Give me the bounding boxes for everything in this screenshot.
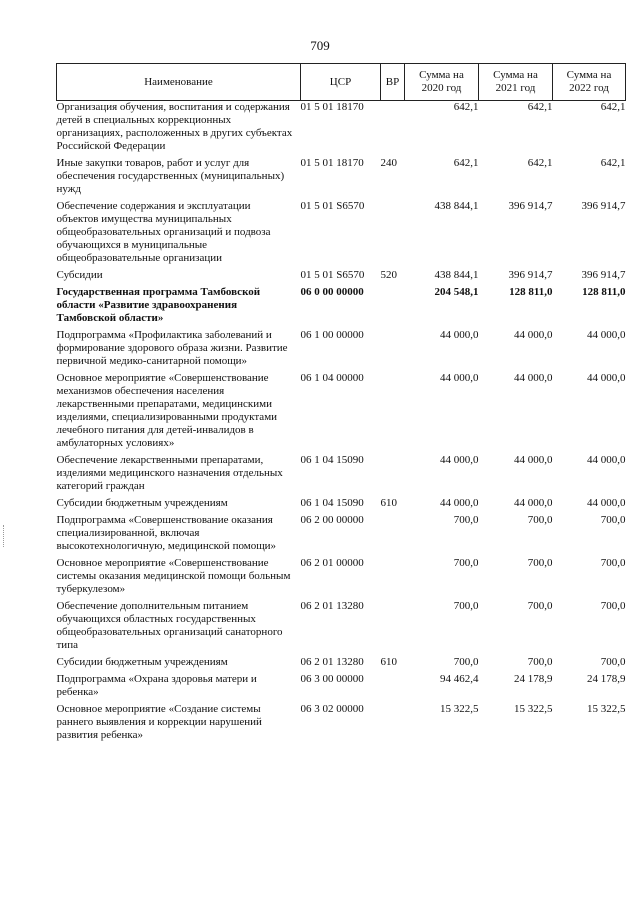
table-row [57,497,626,514]
row-name: Обеспечение содержания и эксплуатации объектов имущества муниципальных общеобразовательных организаций и подвоза обучающихся в муниципальные общеобразовательные организации [56,200,271,264]
row-vr [381,514,405,557]
row-sum-2021: 44 000,0 [514,454,553,466]
row-vr [381,673,405,703]
row-sum-2021: 396 914,7 [508,200,553,212]
row-sum-2020: 642,1 [453,101,479,113]
header-2022: Сумма на 2022 год [553,64,626,101]
row-vr [381,329,405,372]
row-sum-2022: 128 811,0 [582,286,626,298]
table-row [57,514,626,557]
row-name: Обеспечение лекарственными препаратами, изделиями медицинского назначения отдельных категорий граждан [56,454,283,492]
row-csr: 06 2 00 00000 [300,514,364,526]
row-csr: 06 0 00 00000 [300,286,364,298]
row-sum-2022: 700,0 [600,514,626,526]
row-vr [381,703,405,746]
row-csr: 06 3 02 00000 [300,703,364,715]
row-sum-2020: 204 548,1 [434,286,479,298]
row-sum-2022: 642,1 [600,157,626,169]
row-sum-2021: 15 322,5 [514,703,553,715]
header-name: Наименование [57,64,301,101]
table-row [57,329,626,372]
header-2020: Сумма на 2020 год [405,64,479,101]
row-csr: 06 1 04 15090 [300,497,364,509]
table-row [57,703,626,746]
row-sum-2020: 15 322,5 [440,703,479,715]
row-sum-2022: 700,0 [600,656,626,668]
row-sum-2020: 44 000,0 [440,372,479,384]
row-sum-2020: 44 000,0 [440,497,479,509]
row-sum-2022: 396 914,7 [581,269,626,281]
row-name: Субсидии бюджетным учреждениям [56,656,228,668]
row-sum-2020: 44 000,0 [440,329,479,341]
row-vr [381,454,405,497]
row-sum-2022: 24 178,9 [587,673,626,685]
row-csr: 06 1 04 15090 [300,454,364,466]
row-name: Организация обучения, воспитания и содержания детей в специальных коррекционных организациях, расположенных в других субъектах Российской Федерации [56,101,293,152]
row-vr [381,372,405,454]
header-vr: ВР [381,64,405,101]
row-vr [381,101,405,158]
row-sum-2021: 700,0 [527,514,553,526]
row-vr: 610 [380,497,397,509]
row-sum-2022: 44 000,0 [587,454,626,466]
table-row [57,157,626,200]
row-name: Основное мероприятие «Совершенствование механизмов обеспечения населения лекарственными препаратами, медицинскими изделиями, специализированными продуктами лечебного питания для детей-инвалидов в амбулаторных условиях» [56,372,278,449]
row-sum-2022: 700,0 [600,600,626,612]
row-name: Обеспечение дополнительным питанием обучающихся областных государственных общеобразовательных организаций санаторного типа [56,600,283,651]
budget-table [56,63,626,746]
row-name: Подпрограмма «Профилактика заболеваний и формирование здорового образа жизни. Развитие первичной медико-санитарной помощи» [56,329,288,367]
row-sum-2021: 700,0 [527,656,553,668]
row-sum-2021: 700,0 [527,557,553,569]
row-csr: 06 1 00 00000 [300,329,364,341]
table-row [57,286,626,329]
row-sum-2020: 44 000,0 [440,454,479,466]
table-row [57,600,626,656]
row-sum-2022: 642,1 [600,101,626,113]
row-sum-2021: 128 811,0 [509,286,553,298]
row-sum-2022: 396 914,7 [581,200,626,212]
row-sum-2022: 15 322,5 [587,703,626,715]
row-sum-2020: 94 462,4 [440,673,479,685]
row-name: Государственная программа Тамбовской области «Развитие здравоохранения Тамбовской области» [56,286,261,324]
table-header [57,64,626,101]
row-vr [381,557,405,600]
table-body [57,101,626,747]
row-csr: 01 5 01 18170 [300,101,364,113]
row-sum-2020: 438 844,1 [434,200,479,212]
row-name: Основное мероприятие «Совершенствование системы оказания медицинской помощи больным туберкулезом» [56,557,291,595]
row-name: Подпрограмма «Совершенствование оказания специализированной, включая высокотехнологичную, медицинской помощи» [56,514,277,552]
scan-artifact [3,525,6,547]
row-name: Субсидии бюджетным учреждениям [56,497,228,509]
row-csr: 06 3 00 00000 [300,673,364,685]
row-sum-2021: 44 000,0 [514,497,553,509]
row-vr [381,200,405,269]
table-row [57,372,626,454]
row-vr [381,286,405,329]
row-sum-2021: 396 914,7 [508,269,553,281]
table-row [57,656,626,673]
table-row [57,269,626,286]
row-csr: 01 5 01 S6570 [300,269,365,281]
row-sum-2021: 24 178,9 [514,673,553,685]
row-vr: 520 [380,269,397,281]
table-row [57,101,626,158]
table-row [57,673,626,703]
row-sum-2022: 700,0 [600,557,626,569]
row-sum-2022: 44 000,0 [587,329,626,341]
row-sum-2021: 700,0 [527,600,553,612]
row-name: Иные закупки товаров, работ и услуг для обеспечения государственных (муниципальных) нужд [56,157,285,195]
row-csr: 06 2 01 13280 [300,656,364,668]
row-vr [381,600,405,656]
row-sum-2021: 642,1 [527,101,553,113]
row-sum-2020: 642,1 [453,157,479,169]
row-csr: 06 2 01 13280 [300,600,364,612]
row-sum-2022: 44 000,0 [587,497,626,509]
page-number: 709 [310,38,330,53]
table-row [57,557,626,600]
row-sum-2021: 44 000,0 [514,329,553,341]
row-sum-2020: 700,0 [453,600,479,612]
row-sum-2020: 700,0 [453,514,479,526]
table-row [57,454,626,497]
row-sum-2020: 700,0 [453,557,479,569]
row-sum-2022: 44 000,0 [587,372,626,384]
header-2021: Сумма на 2021 год [479,64,553,101]
row-sum-2020: 438 844,1 [434,269,479,281]
header-csr: ЦСР [301,64,381,101]
table-row [57,200,626,269]
row-name: Подпрограмма «Охрана здоровья матери и ребенка» [56,673,257,698]
row-csr: 06 2 01 00000 [300,557,364,569]
row-sum-2021: 642,1 [527,157,553,169]
row-csr: 01 5 01 18170 [300,157,364,169]
row-vr: 240 [380,157,397,169]
row-sum-2020: 700,0 [453,656,479,668]
row-csr: 01 5 01 S6570 [300,200,365,212]
row-csr: 06 1 04 00000 [300,372,364,384]
row-vr: 610 [380,656,397,668]
row-name: Основное мероприятие «Создание системы раннего выявления и коррекции нарушений развития ребенка» [56,703,262,741]
row-name: Субсидии [56,269,103,281]
row-sum-2021: 44 000,0 [514,372,553,384]
